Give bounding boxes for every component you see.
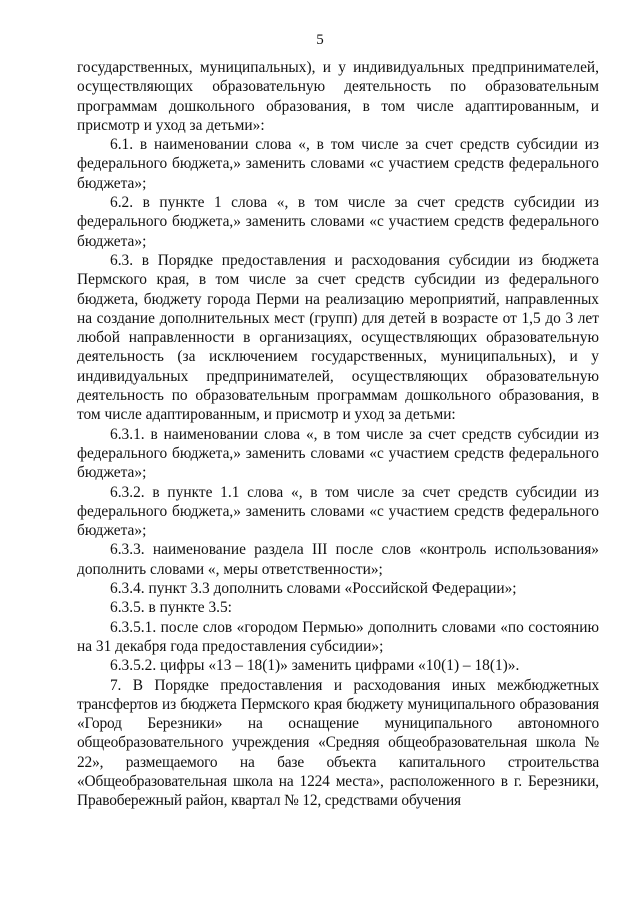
paragraph-6-3-3: 6.3.3. наименование раздела III после слов «контроль использования» дополнить словами «, меры ответственности»; bbox=[77, 541, 599, 578]
paragraph-6-3-4: 6.3.4. пункт 3.3 дополнить словами «Российской Федерации»; bbox=[110, 580, 517, 598]
page-number: 5 bbox=[316, 32, 324, 48]
paragraph-6-3-2: 6.3.2. в пункте 1.1 слова «, в том числе за счет средств субсидии из федерального бюджета,» заменить словами «с участием средств федерального бюджета»; bbox=[77, 483, 599, 540]
paragraph-6-1: 6.1. в наименовании слова «, в том числе за счет средств субсидии из федерального бюджета,» заменить словами «с участием средств федерального бюджета»; bbox=[77, 136, 599, 192]
paragraph-6-3-1: 6.3.1. в наименовании слова «, в том числе за счет средств субсидии из федерального бюджета,» заменить словами «с участием средств федерального бюджета»; bbox=[77, 425, 599, 482]
paragraph-6-3-5-2: 6.3.5.2. цифры «13 – 18(1)» заменить цифрами «10(1) – 18(1)». bbox=[110, 657, 520, 675]
document-body bbox=[77, 58, 599, 811]
paragraph-6-3-5: 6.3.5. в пункте 3.5: bbox=[110, 599, 232, 617]
paragraph-6-3-5-1: 6.3.5.1. после слов «городом Пермью» дополнить словами «по состоянию на 31 декабря года предоставления субсидии»; bbox=[77, 618, 599, 655]
paragraph-6-3: 6.3. в Порядке предоставления и расходования субсидии из бюджета Пермского края, в том числе за счет средств субсидии из федерального бюджета, бюджету города Перми на реализацию мероприятий, направленных на создание дополнительных мест (групп) для детей в возрасте от 1,5 до 3 лет любой направленности в организациях, осуществляющих образовательную деятельность (за исключением государственных, муниципальных), и у индивидуальных предпринимателей, осуществляющих образовательную деятельность по образовательным программам дошкольного образования, в том числе адаптированным, и присмотр и уход за детьми: bbox=[77, 251, 599, 424]
paragraph-continuation: государственных, муниципальных), и у индивидуальных предпринимателей, осуществляющих образовательную деятельность по образовательным программам дошкольного образования, в том числе адаптированным, и присмотр и уход за детьми»: bbox=[77, 59, 599, 134]
paragraph-6-2: 6.2. в пункте 1 слова «, в том числе за счет средств субсидии из федерального бюджета,» заменить словами «с участием средств федерального бюджета»; bbox=[77, 194, 599, 250]
paragraph-7: 7. В Порядке предоставления и расходования иных межбюджетных трансфертов из бюджета Пермского края бюджету муниципального образования «Город Березники» на оснащение муниципального автономного общеобразовательного учреждения «Средняя общеобразовательная школа № 22», размещаемого на базе объекта капитального строительства «Общеобразовательная школа на 1224 места», расположенного в г. Березники, Правобережный район, квартал № 12, средствами обучения bbox=[77, 676, 599, 810]
